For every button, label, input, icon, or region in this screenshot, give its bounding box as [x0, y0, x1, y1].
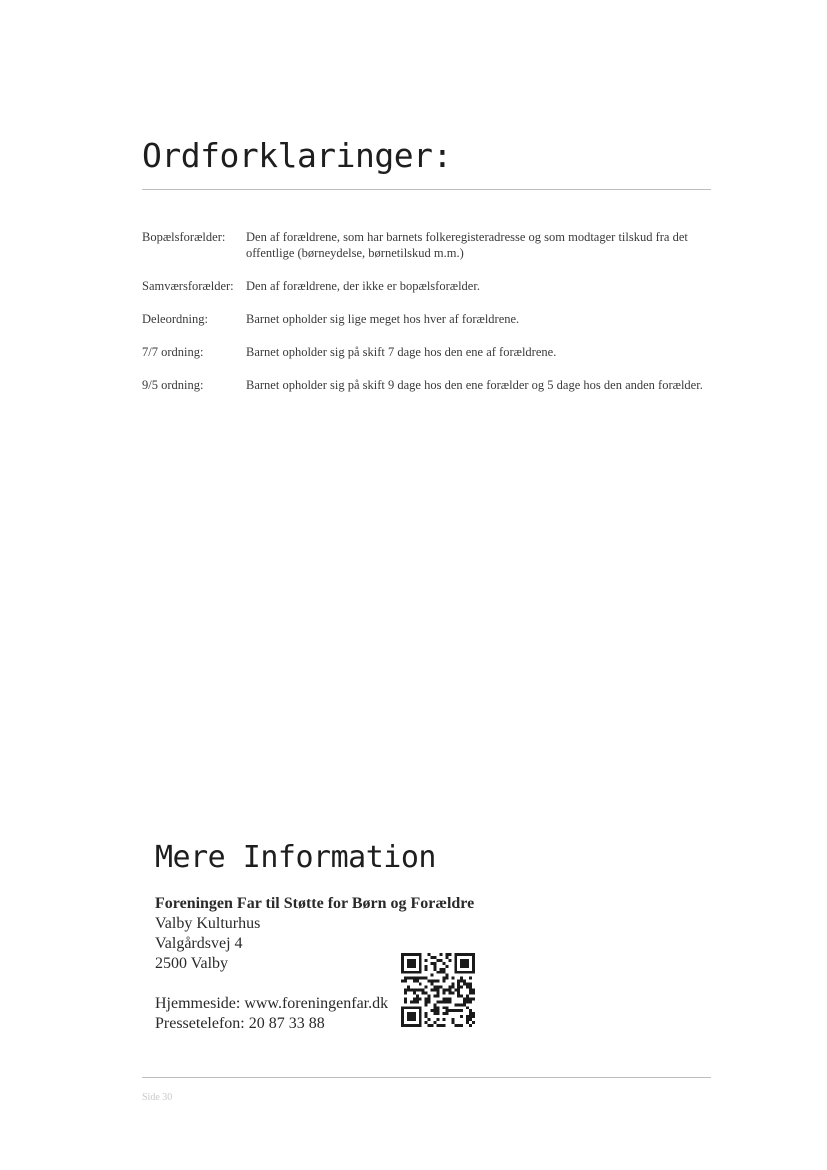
glossary-row — [142, 344, 711, 360]
glossary-definition: Barnet opholder sig lige meget hos hver af forældrene. — [246, 312, 520, 326]
glossary-row — [142, 377, 711, 393]
address-line: Valgårdsvej 4 — [155, 935, 243, 952]
glossary-row — [142, 311, 711, 327]
organization-name: Foreningen Far til Støtte for Børn og Forældre — [155, 895, 475, 912]
glossary-term: 9/5 ordning: — [142, 378, 204, 392]
glossary-term: Deleordning: — [142, 312, 208, 326]
qr-code-icon — [401, 953, 475, 1027]
glossary-term: Bopælsforælder: — [142, 230, 226, 244]
address-line: 2500 Valby — [155, 955, 229, 972]
page-title: Ordforklaringer: — [142, 136, 452, 175]
page-number: Side 30 — [142, 1092, 173, 1103]
press-phone: Pressetelefon: 20 87 33 88 — [155, 1015, 325, 1032]
website-text: Hjemmeside: www.foreningenfar.dk — [155, 995, 389, 1012]
glossary-definition: Den af forældrene, der ikke er bopælsforælder. — [246, 279, 480, 293]
top-divider — [142, 189, 711, 190]
glossary-definition: Barnet opholder sig på skift 7 dage hos den ene af forældrene. — [246, 345, 557, 359]
glossary-definition: Den af forældrene, som har barnets folkeregisteradresse og som modtager tilskud fra det offentlige (børneydelse, børnetilskud m.m.) — [246, 230, 688, 260]
bottom-divider — [142, 1077, 711, 1078]
glossary-term: Samværsforælder: — [142, 279, 234, 293]
info-title: Mere Information — [155, 840, 436, 875]
glossary-row — [142, 278, 711, 294]
glossary-definition: Barnet opholder sig på skift 9 dage hos den ene forælder og 5 dage hos den anden forælder. — [246, 378, 703, 392]
address-line: Valby Kulturhus — [155, 915, 261, 932]
glossary-row — [142, 229, 711, 261]
glossary-term: 7/7 ordning: — [142, 345, 204, 359]
glossary — [142, 229, 711, 410]
